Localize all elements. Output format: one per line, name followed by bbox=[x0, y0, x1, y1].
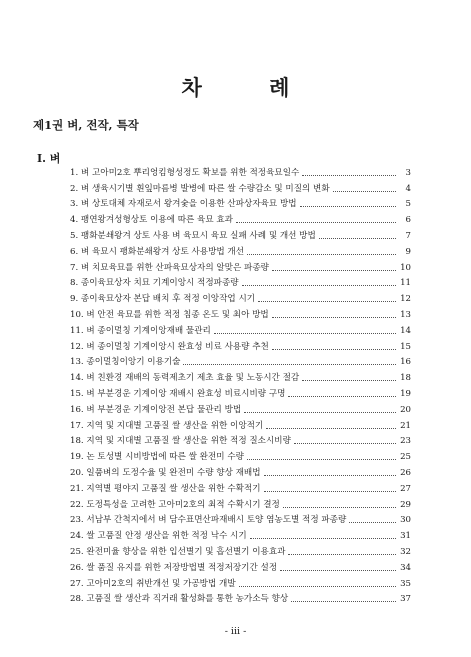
toc-entry[interactable] bbox=[70, 274, 411, 290]
dot-leader bbox=[236, 222, 396, 223]
toc-entry-page-number: 11 bbox=[400, 278, 411, 289]
toc-entry[interactable] bbox=[70, 195, 411, 211]
toc-entry-page-number: 5 bbox=[405, 199, 411, 210]
dot-leader bbox=[258, 301, 396, 302]
toc-entry[interactable] bbox=[70, 479, 411, 495]
toc-entry-page-number: 34 bbox=[400, 562, 411, 573]
toc-entry-page-number: 23 bbox=[400, 436, 411, 447]
toc-entry[interactable] bbox=[70, 242, 411, 258]
dot-leader bbox=[288, 396, 396, 397]
dot-leader bbox=[333, 191, 396, 192]
toc-entry[interactable] bbox=[70, 289, 411, 305]
toc-entry-page-number: 13 bbox=[400, 309, 411, 320]
toc-entry-title: 3. 벼 상토대체 자재로서 왕겨숯을 이용한 산파상자육묘 방법 bbox=[70, 199, 297, 210]
toc-entry-title: 26. 쌀 품질 유지를 위한 저장방법별 적정저장기간 설정 bbox=[70, 562, 278, 573]
dot-leader bbox=[294, 443, 396, 444]
toc-entry[interactable] bbox=[70, 226, 411, 242]
dot-leader bbox=[264, 475, 396, 476]
toc-entry[interactable] bbox=[70, 574, 411, 590]
dot-leader bbox=[283, 507, 396, 508]
toc-entry-title: 6. 벼 육묘시 팽화분쇄왕겨 상토 사용방법 개선 bbox=[70, 246, 245, 257]
toc-entry-title: 20. 일품벼의 도정수율 및 완전미 수량 향상 재배법 bbox=[70, 467, 261, 478]
dot-leader bbox=[242, 285, 396, 286]
toc-entry-page-number: 14 bbox=[400, 325, 411, 336]
toc-entry[interactable] bbox=[70, 258, 411, 274]
toc-entry-page-number: 31 bbox=[400, 531, 411, 542]
toc-entry[interactable] bbox=[70, 384, 411, 400]
dot-leader bbox=[291, 601, 396, 602]
toc-entry[interactable] bbox=[70, 353, 411, 369]
toc-entry-page-number: 32 bbox=[400, 546, 411, 557]
toc-entry-title: 17. 지역 및 지대별 고품질 쌀 생산을 위한 이앙적기 bbox=[70, 420, 264, 431]
toc-entry-title: 14. 벼 친환경 재배의 동력제초기 제초 효율 및 노동시간 절감 bbox=[70, 373, 300, 384]
dot-leader bbox=[349, 522, 396, 523]
toc-entry-page-number: 20 bbox=[400, 404, 411, 415]
toc-entry-page-number: 12 bbox=[400, 294, 411, 305]
toc-entry-title: 13. 종이멀칭이앙기 이용기술 bbox=[70, 357, 181, 368]
toc-entry[interactable] bbox=[70, 400, 411, 416]
toc-entry-page-number: 27 bbox=[400, 483, 411, 494]
toc-entry-page-number: 15 bbox=[400, 341, 411, 352]
toc-entry-title: 27. 고아미2호의 취반개선 및 가공방법 개발 bbox=[70, 578, 236, 589]
toc-entry-title: 21. 지역별 평야지 고품질 쌀 생산을 위한 수확적기 bbox=[70, 483, 261, 494]
toc-entry-title: 15. 벼 부분경운 기계이앙 재배시 완효성 비료시비량 구명 bbox=[70, 388, 286, 399]
dot-leader bbox=[319, 238, 396, 239]
dot-leader bbox=[250, 538, 396, 539]
page-title: 차 례 bbox=[181, 75, 320, 100]
toc-entry-title: 18. 지역 및 지대별 고품질 쌀 생산을 위한 적정 질소시비량 bbox=[70, 436, 291, 447]
toc-entry-page-number: 16 bbox=[400, 357, 411, 368]
dot-leader bbox=[239, 586, 396, 587]
dot-leader bbox=[300, 206, 396, 207]
dot-leader bbox=[244, 412, 396, 413]
dot-leader bbox=[247, 459, 396, 460]
dot-leader bbox=[272, 317, 396, 318]
toc-entry-title: 16. 벼 부분경운 기계이앙전 본답 물관리 방법 bbox=[70, 404, 242, 415]
section-heading: Ⅰ. 벼 bbox=[37, 152, 61, 165]
toc-entry[interactable] bbox=[70, 526, 411, 542]
toc-entry-title: 11. 벼 종이멀칭 기계이앙재배 물관리 bbox=[70, 325, 211, 336]
toc-entry-title: 2. 벼 생육시기별 흰잎마름병 발병에 따른 쌀 수량감소 및 미질의 변화 bbox=[70, 183, 330, 194]
toc-entry-title: 22. 도정특성을 고려한 고아미2호의 최적 수확시기 결정 bbox=[70, 499, 280, 510]
toc-entry-title: 7. 벼 치묘육묘를 위한 산파육묘상자의 알맞은 파종량 bbox=[70, 262, 269, 273]
toc-entry-title: 9. 종이육묘상자 본답 배치 후 적정 이앙작업 시기 bbox=[70, 294, 256, 305]
table-of-contents bbox=[70, 163, 411, 605]
toc-entry-title: 12. 벼 종이멀칭 기계이앙시 완효성 비료 사용량 추천 bbox=[70, 341, 269, 352]
dot-leader bbox=[302, 175, 396, 176]
toc-entry[interactable] bbox=[70, 432, 411, 448]
toc-entry-title: 23. 서남부 간척지에서 벼 담수표면산파재배시 토양 염농도별 적정 파종량 bbox=[70, 515, 347, 526]
toc-entry-title: 24. 쌀 고품질 안정 생산을 위한 적정 낙수 시기 bbox=[70, 531, 247, 542]
toc-entry-page-number: 4 bbox=[405, 183, 411, 194]
toc-entry-page-number: 29 bbox=[400, 499, 411, 510]
volume-heading: 제1권 벼, 전작, 특작 bbox=[33, 118, 139, 132]
toc-entry-page-number: 18 bbox=[400, 373, 411, 384]
dot-leader bbox=[280, 570, 396, 571]
toc-entry-page-number: 3 bbox=[405, 167, 411, 178]
toc-entry[interactable] bbox=[70, 447, 411, 463]
toc-entry-page-number: 9 bbox=[405, 246, 411, 257]
toc-entry-page-number: 25 bbox=[400, 452, 411, 463]
toc-entry-page-number: 7 bbox=[405, 230, 411, 241]
dot-leader bbox=[272, 270, 396, 271]
dot-leader bbox=[247, 254, 396, 255]
page-number-footer: - iii - bbox=[224, 626, 247, 637]
toc-entry-page-number: 35 bbox=[400, 578, 411, 589]
toc-entry[interactable] bbox=[70, 321, 411, 337]
toc-entry-title: 4. 팽연왕겨성형상토 이용에 따른 육묘 효과 bbox=[70, 215, 233, 226]
toc-entry-title: 25. 완전미율 향상을 위한 입선별기 및 흡선별기 이용효과 bbox=[70, 546, 286, 557]
toc-entry[interactable] bbox=[70, 305, 411, 321]
toc-entry[interactable] bbox=[70, 558, 411, 574]
dot-leader bbox=[302, 380, 396, 381]
dot-leader bbox=[214, 333, 396, 334]
toc-entry[interactable] bbox=[70, 495, 411, 511]
toc-entry-page-number: 26 bbox=[400, 467, 411, 478]
toc-entry[interactable] bbox=[70, 590, 411, 606]
toc-entry-title: 28. 고품질 쌀 생산과 직거래 활성화를 통한 농가소득 향상 bbox=[70, 594, 289, 605]
toc-entry-page-number: 19 bbox=[400, 388, 411, 399]
toc-entry-title: 5. 팽화분쇄왕겨 상토 사용 벼 육묘시 육묘 실패 사례 및 개선 방법 bbox=[70, 230, 316, 241]
toc-entry[interactable] bbox=[70, 163, 411, 179]
toc-entry[interactable] bbox=[70, 542, 411, 558]
toc-entry-page-number: 10 bbox=[400, 262, 411, 273]
toc-entry[interactable] bbox=[70, 179, 411, 195]
dot-leader bbox=[272, 349, 396, 350]
dot-leader bbox=[266, 428, 396, 429]
toc-entry-title: 8. 종이육묘상자 치묘 기계이앙시 적정파종량 bbox=[70, 278, 239, 289]
dot-leader bbox=[183, 364, 396, 365]
dot-leader bbox=[288, 554, 396, 555]
toc-entry-page-number: 21 bbox=[400, 420, 411, 431]
toc-entry[interactable] bbox=[70, 463, 411, 479]
toc-entry[interactable] bbox=[70, 210, 411, 226]
toc-entry-title: 19. 논 토성별 시비방법에 따른 쌀 완전미 수량 bbox=[70, 452, 244, 463]
toc-entry[interactable] bbox=[70, 368, 411, 384]
toc-entry-page-number: 6 bbox=[405, 215, 411, 226]
toc-entry[interactable] bbox=[70, 337, 411, 353]
toc-entry[interactable] bbox=[70, 416, 411, 432]
toc-entry[interactable] bbox=[70, 511, 411, 527]
toc-entry-page-number: 37 bbox=[400, 594, 411, 605]
toc-entry-page-number: 30 bbox=[400, 515, 411, 526]
toc-entry-title: 10. 벼 안전 육묘를 위한 적정 침종 온도 및 최아 방법 bbox=[70, 309, 269, 320]
dot-leader bbox=[264, 491, 396, 492]
toc-entry-title: 1. 벼 고아미2호 뿌리엉킴형성정도 확보를 위한 적정육묘일수 bbox=[70, 167, 300, 178]
